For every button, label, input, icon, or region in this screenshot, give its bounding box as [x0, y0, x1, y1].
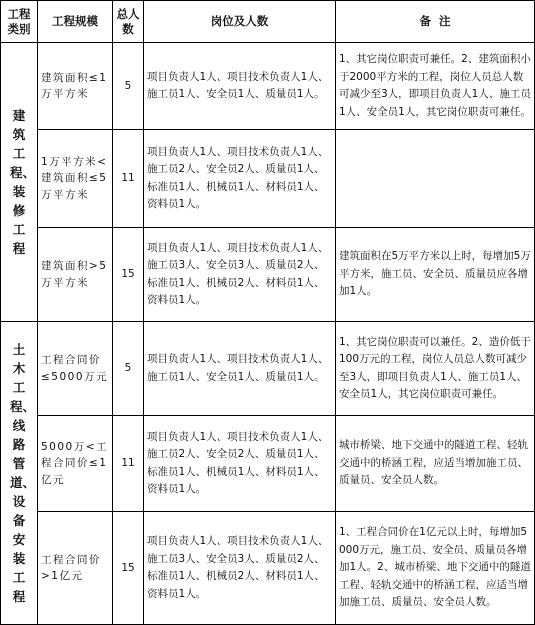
total-cell: 15 [113, 512, 144, 625]
posts-cell: 项目负责人1人、项目技术负责人1人、施工员3人、安全员3人、质量员2人、标准员1人、机械员2人、材料员1人、资料员1人。 [144, 228, 336, 322]
notes-cell: 1、工程合同价在1亿元以上时，每增加5000万元，施工员、安全员、质量员各增加1人。2、城市桥梁、地下交通中的隧道工程、轻轨交通中的桥涵工程，应适当增加施工员、质量员、安全员人数。 [336, 512, 535, 625]
notes-cell: 1、其它岗位职责可兼任。2、建筑面积小于2000平方米的工程，岗位人员总人数可减少至3人，即项目负责人1人、施工员1人、安全员1人，其它岗位职责可兼任。 [336, 43, 535, 130]
total-cell: 11 [113, 416, 144, 512]
table-row [1, 43, 535, 130]
scale-cell: 建筑面积>5万平方米 [38, 228, 113, 322]
table-row [1, 228, 535, 322]
category-cell: 建筑工程、装修工程 [1, 43, 38, 322]
total-cell: 5 [113, 322, 144, 416]
header-posts: 岗位及人数 [144, 1, 336, 43]
header-scale: 工程规模 [38, 1, 113, 43]
total-cell: 5 [113, 43, 144, 130]
category-cell: 土木工程、线路管道、设备安装工程 [1, 322, 38, 625]
notes-cell [336, 130, 535, 228]
total-cell: 15 [113, 228, 144, 322]
header-row [1, 1, 535, 43]
scale-cell: 工程合同价>1亿元 [38, 512, 113, 625]
table-row [1, 322, 535, 416]
scale-cell: 1万平方米<建筑面积≤5万平方米 [38, 130, 113, 228]
notes-cell: 建筑面积在5万平方米以上时，每增加5万平方米，施工员、安全员、质量员应各增加1人。 [336, 228, 535, 322]
scale-cell: 工程合同价≤5000万元 [38, 322, 113, 416]
scale-cell: 5000万<工程合同价≤1亿元 [38, 416, 113, 512]
notes-cell: 1、其它岗位职责可以兼任。2、造价低于100万元的工程，岗位人员总人数可减少至3人，即项目负责人1人、施工员1人、安全员1人，其它岗位职责可兼任。 [336, 322, 535, 416]
notes-cell: 城市桥梁、地下交通中的隧道工程、轻轨交通中的桥涵工程，应适当增加施工员、质量员、安全员人数。 [336, 416, 535, 512]
table-row [1, 130, 535, 228]
header-total: 总人数 [113, 1, 144, 43]
table-row [1, 512, 535, 625]
posts-cell: 项目负责人1人、项目技术负责人1人、施工员1人、安全员1人、质量员1人。 [144, 43, 336, 130]
posts-cell: 项目负责人1人、项目技术负责人1人、施工员3人、安全员3人、质量员2人、标准员1人、机械员2人、材料员1人、资料员1人。 [144, 512, 336, 625]
total-cell: 11 [113, 130, 144, 228]
table-row [1, 416, 535, 512]
header-category: 工程类别 [1, 1, 38, 43]
posts-cell: 项目负责人1人、项目技术负责人1人、施工员2人、安全员2人、质量员1人、标准员1人、机械员1人、材料员1人、资料员1人。 [144, 416, 336, 512]
posts-cell: 项目负责人1人、项目技术负责人1人、施工员1人、安全员1人、质量员1人。 [144, 322, 336, 416]
header-notes: 备 注 [336, 1, 535, 43]
scale-cell: 建筑面积≤1万平方米 [38, 43, 113, 130]
posts-cell: 项目负责人1人、项目技术负责人1人、施工员2人、安全员2人、质量员1人、标准员1人、机械员1人、材料员1人、资料员1人。 [144, 130, 336, 228]
